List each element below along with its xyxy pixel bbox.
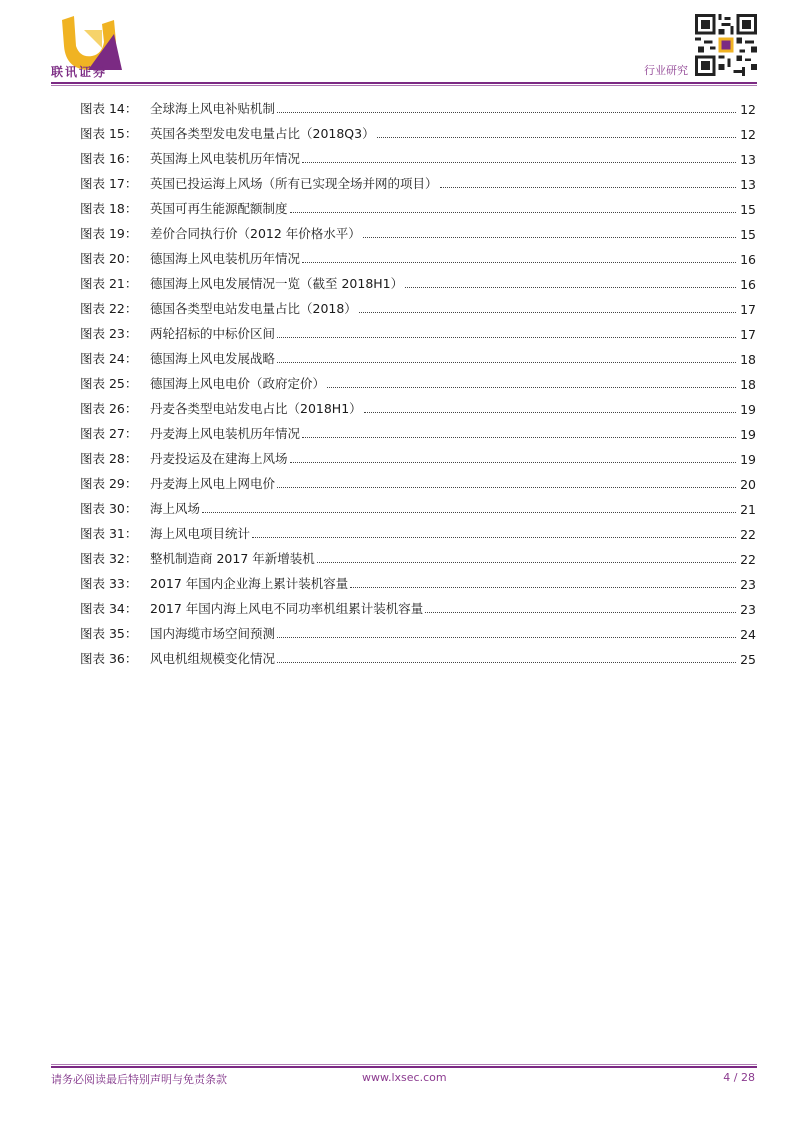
toc-entry[interactable] [80,517,756,542]
dot-leader [440,186,737,188]
toc-entry[interactable] [80,117,756,142]
toc-entry[interactable] [80,142,756,167]
figure-label: 图表 17： [80,176,138,191]
dot-leader [252,536,736,538]
dot-leader [364,411,736,413]
figure-label: 图表 24： [80,351,138,366]
toc-entry[interactable] [80,367,756,392]
figure-label: 图表 33： [80,576,138,591]
dot-leader [277,361,736,363]
company-name: 联讯证券 [51,65,108,79]
toc-entry[interactable] [80,467,756,492]
figure-label: 图表 16： [80,151,138,166]
figure-label: 图表 31： [80,526,138,541]
figure-title: 丹麦海上风电上网电价 [150,476,276,491]
toc-entry[interactable] [80,642,756,667]
dot-leader [405,286,736,288]
dot-leader [363,236,736,238]
figure-title: 丹麦投运及在建海上风场 [150,451,288,466]
page-number: 25 [740,652,756,667]
figure-label: 图表 32： [80,551,138,566]
figure-label: 图表 34： [80,601,138,616]
figure-label: 图表 20： [80,251,138,266]
dot-leader [317,561,736,563]
figure-title: 国内海缆市场空间预测 [150,626,276,641]
figure-title: 德国海上风电装机历年情况 [150,251,301,266]
dot-leader [277,111,736,113]
figure-title: 2017 年国内海上风电不同功率机组累计装机容量 [150,601,424,616]
figure-label: 图表 27： [80,426,138,441]
dot-leader [290,461,737,463]
toc-entry[interactable] [80,442,756,467]
page-number: 18 [740,352,756,367]
figure-label: 图表 14： [80,101,138,116]
figure-title: 英国可再生能源配额制度 [150,201,288,216]
figure-label: 图表 28： [80,451,138,466]
toc-entry[interactable] [80,292,756,317]
toc-entry[interactable] [80,167,756,192]
dot-leader [302,261,736,263]
page-number: 19 [740,402,756,417]
header-divider [51,82,757,84]
toc-entry[interactable] [80,542,756,567]
figure-label: 图表 18： [80,201,138,216]
figure-label: 图表 29： [80,476,138,491]
figure-title: 德国海上风电发展情况一览（截至 2018H1） [150,276,404,291]
page-number: 15 [740,227,756,242]
page-number: 13 [740,177,756,192]
toc-entry[interactable] [80,617,756,642]
page-indicator: 4 / 28 [723,1071,755,1084]
dot-leader [359,311,736,313]
toc-entry[interactable] [80,217,756,242]
dot-leader [327,386,736,388]
figure-title: 2017 年国内企业海上累计装机容量 [150,576,349,591]
page-number: 18 [740,377,756,392]
page-number: 16 [740,277,756,292]
dot-leader [277,336,736,338]
figure-title: 英国已投运海上风场（所有已实现全场并网的项目） [150,176,438,191]
qr-code-icon [695,14,757,76]
page-number: 19 [740,452,756,467]
figure-title: 差价合同执行价（2012 年价格水平） [150,226,361,241]
toc-entry[interactable] [80,267,756,292]
footer-divider-thin [51,1064,757,1065]
figure-label: 图表 22： [80,301,138,316]
footer-divider [51,1066,757,1068]
figure-label: 图表 15： [80,126,138,141]
figure-label: 图表 35： [80,626,138,641]
dot-leader [377,136,736,138]
figure-title: 德国各类型电站发电量占比（2018） [150,301,357,316]
dot-leader [277,486,736,488]
figure-title: 德国海上风电电价（政府定价） [150,376,326,391]
figure-title: 丹麦各类型电站发电占比（2018H1） [150,401,362,416]
page-number: 23 [740,577,756,592]
disclaimer-note: 请务必阅读最后特别声明与免责条款 [51,1073,227,1086]
dot-leader [350,586,736,588]
page-number: 17 [740,302,756,317]
dot-leader [425,611,736,613]
report-category: 行业研究 [644,64,688,77]
toc-entry[interactable] [80,492,756,517]
figure-label: 图表 36： [80,651,138,666]
figure-title: 英国各类型发电发电量占比（2018Q3） [150,126,375,141]
website-link[interactable]: www.lxsec.com [362,1071,447,1084]
toc-entry[interactable] [80,392,756,417]
toc-entry[interactable] [80,317,756,342]
page-number: 15 [740,202,756,217]
page-number: 16 [740,252,756,267]
figure-title: 德国海上风电发展战略 [150,351,276,366]
figure-title: 丹麦海上风电装机历年情况 [150,426,301,441]
page-number: 13 [740,152,756,167]
page-number: 19 [740,427,756,442]
toc-entry[interactable] [80,192,756,217]
figure-label: 图表 26： [80,401,138,416]
dot-leader [302,161,736,163]
page-number: 21 [740,502,756,517]
page-number: 22 [740,552,756,567]
figure-title: 全球海上风电补贴机制 [150,101,276,116]
toc-entry[interactable] [80,342,756,367]
toc-entry[interactable] [80,242,756,267]
figure-title: 风电机组规模变化情况 [150,651,276,666]
dot-leader [277,636,736,638]
figure-title: 海上风电项目统计 [150,526,251,541]
figure-label: 图表 23： [80,326,138,341]
figure-index-list [80,92,756,667]
page-number: 20 [740,477,756,492]
dot-leader [290,211,737,213]
figure-label: 图表 21： [80,276,138,291]
dot-leader [302,436,736,438]
toc-entry[interactable] [80,417,756,442]
figure-title: 海上风场 [150,501,201,516]
toc-entry[interactable] [80,92,756,117]
page-number: 17 [740,327,756,342]
toc-entry[interactable] [80,592,756,617]
page-number: 22 [740,527,756,542]
header-divider-thin [51,85,757,86]
page-number: 12 [740,127,756,142]
figure-title: 两轮招标的中标价区间 [150,326,276,341]
page-number: 24 [740,627,756,642]
page-number: 23 [740,602,756,617]
figure-label: 图表 19： [80,226,138,241]
figure-title: 英国海上风电装机历年情况 [150,151,301,166]
page-number: 12 [740,102,756,117]
figure-label: 图表 30： [80,501,138,516]
toc-entry[interactable] [80,567,756,592]
figure-title: 整机制造商 2017 年新增装机 [150,551,315,566]
figure-label: 图表 25： [80,376,138,391]
dot-leader [277,661,736,663]
dot-leader [202,511,736,513]
